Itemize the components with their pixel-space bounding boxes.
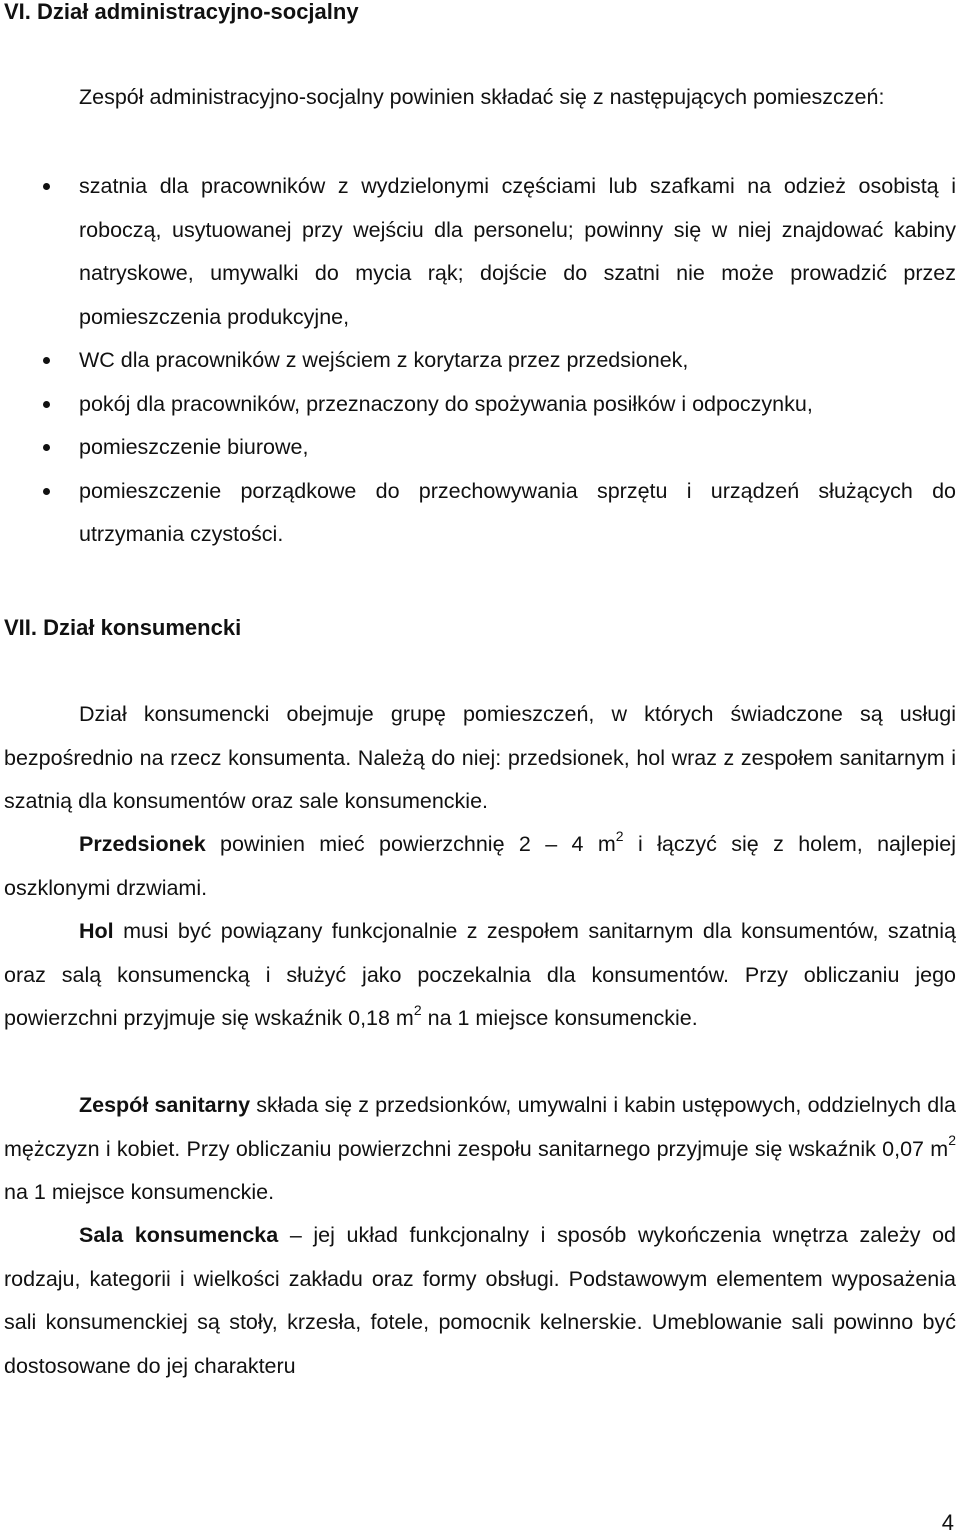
- list-item-text: pokój dla pracowników, przeznaczony do spożywania posiłków i odpoczynku,: [79, 391, 813, 416]
- section-vii-paragraph-1: Dział konsumencki obejmuje grupę pomieszczeń, w których świadczone są usługi bezpośrednio na rzecz konsumenta. Należą do niej: przedsionek, hol wraz z zespołem sanitarnym i szatnią dla konsumentów oraz sale konsumenckie.: [4, 702, 956, 813]
- zespol-sanitarny-paragraph: Zespół sanitarny składa się z przedsionków, umywalni i kabin ustępowych, oddzielnych dla mężczyzn i kobiet. Przy obliczaniu powierzchni zespołu sanitarnego przyjmuje się wskaźnik 0,07 $m^2$ na 1 miejsce konsumenckie.: [4, 1093, 956, 1204]
- list-item: [4, 165, 956, 339]
- list-item-text: szatnia dla pracowników z wydzielonymi częściami lub szafkami na odzież osobistą i roboczą, usytuowanej przy wejściu dla personelu; powinny się w niej znajdować kabiny natryskowe, umywalki do mycia rąk; dojście do szatni nie może prowadzić przez pomieszczenia produkcyjne,: [79, 174, 956, 329]
- list-item: [4, 426, 956, 470]
- section-vi-intro: Zespół administracyjno-socjalny powinien składać się z następujących pomieszczeń:: [79, 85, 885, 109]
- bullet-icon: [43, 183, 50, 190]
- term-hol: Hol: [79, 919, 114, 943]
- bullet-icon: [43, 401, 50, 408]
- list-item: [4, 339, 956, 383]
- bullet-icon: [43, 444, 50, 451]
- term-sala-konsumencka: Sala konsumencka: [79, 1223, 279, 1247]
- list-item: [4, 470, 956, 557]
- hol-paragraph: Hol musi być powiązany funkcjonalnie z zespołem sanitarnym dla konsumentów, szatnią oraz salą konsumencką i służyć jako poczekalnia dla konsumentów. Przy obliczaniu jego powierzchni przyjmuje się wskaźnik 0,18 $m^2$ na 1 miejsce konsumenckie.: [4, 919, 956, 1030]
- section-heading-vii: VII. Dział konsumencki: [4, 615, 242, 640]
- room-list: [4, 165, 956, 557]
- page-number: 4: [941, 1510, 954, 1535]
- sala-konsumencka-paragraph: Sala konsumencka – jej układ funkcjonalny i sposób wykończenia wnętrza zależy od rodzaju, kategorii i wielkości zakładu oraz formy obsługi. Podstawowym elementem wyposażenia sali konsumenckiej są stoły, krzesła, fotele, pomocnik kelnerskie. Umeblowanie sali powinno być dostosowane do jej charakteru: [4, 1223, 956, 1378]
- bullet-icon: [43, 357, 50, 364]
- przedsionek-paragraph: Przedsionek powinien mieć powierzchnię 2 – 4 $m^2$ i łączyć się z holem, najlepiej oszklonymi drzwiami.: [4, 827, 956, 900]
- list-item-text: WC dla pracowników z wejściem z korytarza przez przedsionek,: [79, 348, 689, 372]
- term-przedsionek: Przedsionek: [79, 832, 206, 856]
- list-item: [4, 383, 956, 427]
- bullet-icon: [43, 488, 50, 495]
- list-item-text: pomieszczenie biurowe,: [79, 435, 309, 459]
- list-item-text: pomieszczenie porządkowe do przechowywania sprzętu i urządzeń służących do utrzymania czystości.: [79, 478, 956, 546]
- term-zespol-sanitarny: Zespół sanitarny: [79, 1093, 251, 1117]
- section-heading-vi: VI. Dział administracyjno-socjalny: [4, 0, 359, 24]
